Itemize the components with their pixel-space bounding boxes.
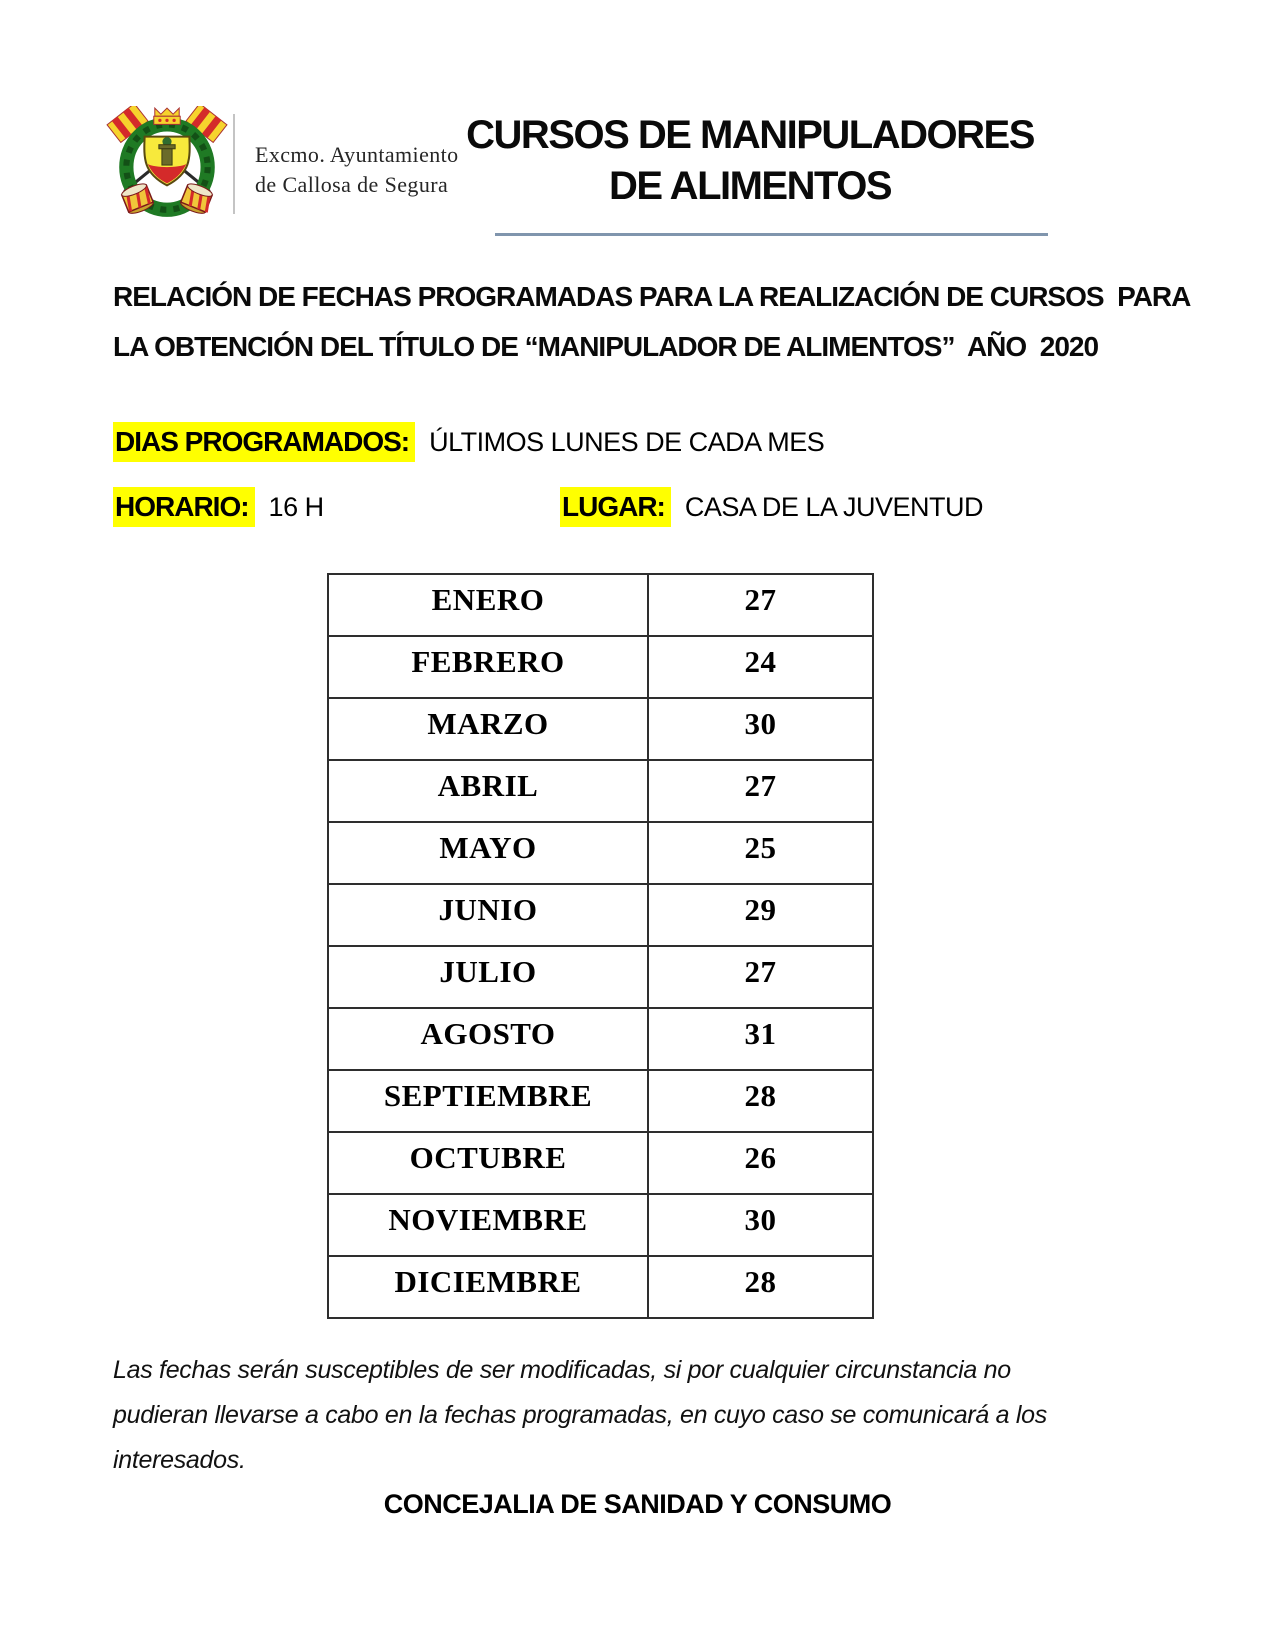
time-value: 16 H: [268, 492, 324, 522]
table-row: [328, 636, 873, 698]
table-row: [328, 822, 873, 884]
day-cell: 30: [648, 698, 873, 760]
footer-note-line2: pudieran llevarse a cabo en la fechas programadas, en cuyo caso se comunicará a los: [113, 1401, 1047, 1429]
table-row: [328, 574, 873, 636]
page-title-line2: DE ALIMENTOS: [608, 164, 892, 208]
intro-paragraph-line1: RELACIÓN DE FECHAS PROGRAMADAS PARA LA REALIZACIÓN DE CURSOS PARA: [113, 281, 1191, 312]
table-row: [328, 1256, 873, 1318]
table-row: [328, 1132, 873, 1194]
day-cell: 28: [648, 1070, 873, 1132]
scheduled-days-label: DIAS PROGRAMADOS:: [113, 422, 415, 462]
page-title: [440, 110, 1060, 212]
month-cell: DICIEMBRE: [328, 1256, 648, 1318]
coat-of-arms-icon: [106, 106, 228, 218]
table-row: [328, 884, 873, 946]
month-cell: NOVIEMBRE: [328, 1194, 648, 1256]
table-row: [328, 1070, 873, 1132]
header-divider: [233, 114, 235, 214]
month-cell: MAYO: [328, 822, 648, 884]
course-dates-table: [327, 573, 874, 1319]
day-cell: 27: [648, 946, 873, 1008]
scheduled-days-value: ÚLTIMOS LUNES DE CADA MES: [429, 427, 825, 457]
table-row: [328, 760, 873, 822]
day-cell: 27: [648, 574, 873, 636]
day-cell: 31: [648, 1008, 873, 1070]
time-place-line: [113, 491, 1213, 523]
month-cell: AGOSTO: [328, 1008, 648, 1070]
footer-note-line1: Las fechas serán susceptibles de ser modificadas, si por cualquier circunstancia no: [113, 1356, 1011, 1384]
month-cell: OCTUBRE: [328, 1132, 648, 1194]
title-underline: [495, 233, 1048, 236]
day-cell: 27: [648, 760, 873, 822]
footer-note-line3: interesados.: [113, 1446, 246, 1474]
day-cell: 28: [648, 1256, 873, 1318]
month-cell: ABRIL: [328, 760, 648, 822]
month-cell: FEBRERO: [328, 636, 648, 698]
month-cell: ENERO: [328, 574, 648, 636]
day-cell: 26: [648, 1132, 873, 1194]
place-group: [560, 491, 983, 523]
org-name-line2: de Callosa de Segura: [255, 172, 449, 197]
place-value: CASA DE LA JUVENTUD: [684, 492, 983, 522]
month-cell: JUNIO: [328, 884, 648, 946]
place-label: LUGAR:: [560, 487, 671, 527]
page-title-line1: CURSOS DE MANIPULADORES: [466, 113, 1034, 157]
month-cell: JULIO: [328, 946, 648, 1008]
time-label: HORARIO:: [113, 487, 255, 527]
signature-line: CONCEJALIA DE SANIDAD Y CONSUMO: [383, 1489, 892, 1519]
month-cell: MARZO: [328, 698, 648, 760]
scheduled-days-line: [113, 426, 1213, 458]
day-cell: 30: [648, 1194, 873, 1256]
table-row: [328, 946, 873, 1008]
day-cell: 24: [648, 636, 873, 698]
intro-paragraph-line2: LA OBTENCIÓN DEL TÍTULO DE “MANIPULADOR DE ALIMENTOS” AÑO 2020: [113, 331, 1099, 362]
table-row: [328, 1008, 873, 1070]
table-row: [328, 698, 873, 760]
org-name-line1: Excmo. Ayuntamiento: [255, 142, 459, 167]
day-cell: 25: [648, 822, 873, 884]
table-row: [328, 1194, 873, 1256]
day-cell: 29: [648, 884, 873, 946]
month-cell: SEPTIEMBRE: [328, 1070, 648, 1132]
